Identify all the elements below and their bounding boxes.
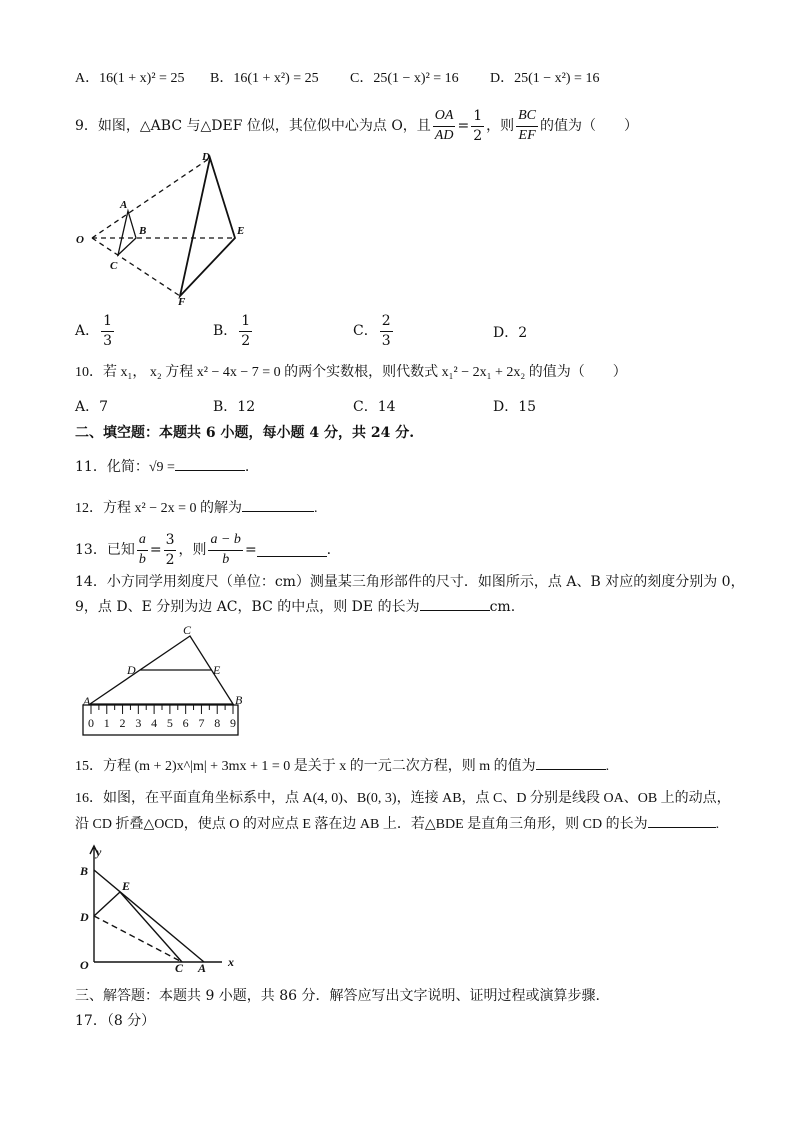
label-a: A	[83, 694, 91, 708]
label-d: D	[80, 910, 89, 924]
q16-coordinate-figure	[72, 842, 252, 977]
q8-option-c: C．25(1 − x)² = 16	[350, 71, 459, 86]
q12-answer-blank[interactable]	[242, 510, 314, 512]
label-c: C	[183, 623, 192, 637]
q13: 13．已知 $\frac{a}{b}$ = $\frac{3}{2}$ ，则 $\frac{a - b}{b}$ = .	[75, 531, 332, 568]
q10-option-b: B．12	[213, 399, 256, 415]
q8-option-d: D．25(1 − x²) = 16	[490, 71, 600, 86]
label-o: O	[80, 958, 89, 972]
ruler-tick-label: 0	[88, 716, 94, 730]
label-e: E	[213, 663, 221, 677]
q16-answer-blank[interactable]	[648, 826, 716, 828]
q16-line-2: 沿 CD 折叠△OCD，使点 O 的对应点 E 落在边 AB 上．若△BDE 是直角三角形，则 CD 的长为 .	[75, 817, 720, 832]
label-a: A	[120, 199, 128, 211]
ruler-tick-label: 8	[214, 716, 221, 730]
q17-heading: 17．（8 分）	[75, 1013, 156, 1029]
q9-option-a: A． $\frac{1}{3}$	[75, 313, 113, 349]
ruler-tick-label: 9	[230, 716, 236, 730]
q14-line-1: 14．小方同学用刻度尺（单位：cm）测量某三角形部件的尺寸．如图所示，点 A、B 对应的刻度分别为 0，	[75, 574, 745, 590]
q9-option-b: B． $\frac{1}{2}$	[213, 313, 251, 349]
q10-option-c: C．14	[353, 399, 396, 415]
q14-line-2: 9，点 D、E 分别为边 AC，BC 的中点，则 DE 的长为 cm.	[75, 599, 516, 615]
ruler-tick-label: 3	[135, 716, 142, 730]
ruler-tick-label: 2	[119, 716, 126, 730]
axis-label-y: y	[96, 845, 102, 859]
label-a: A	[198, 961, 207, 975]
label-o: O	[76, 234, 84, 246]
q8-option-a: A．16(1 + x)² = 25	[75, 71, 185, 86]
q11: 11．化简：√9 = .	[75, 459, 250, 475]
q9-stem: 9．如图，△ABC 与△DEF 位似，其位似中心为点 O，且 $\frac{OA}{AD}$ = $\frac{1}{2}$ ，则 $\frac{BC}{EF}$ 的值为（ ）	[75, 107, 639, 144]
section-2-title: 二、填空题：本题共 6 小题，每小题 4 分，共 24 分.	[75, 425, 415, 441]
label-f: F	[178, 296, 186, 308]
q9-option-c: C． $\frac{2}{3}$	[353, 313, 391, 349]
label-d: D	[127, 663, 136, 677]
label-b: B	[235, 693, 243, 707]
q9-homothety-figure	[70, 148, 270, 308]
section-3-title: 三、解答题：本题共 9 小题，共 86 分．解答应写出文字说明、证明过程或演算步骤.	[75, 988, 600, 1004]
ruler-tick-label: 4	[151, 716, 158, 730]
q15-answer-blank[interactable]	[536, 768, 606, 770]
label-b: B	[139, 225, 147, 237]
label-e: E	[122, 879, 131, 893]
q10-option-d: D．15	[493, 399, 537, 415]
q8-option-b: B．16(1 + x²) = 25	[210, 71, 319, 86]
label-c: C	[110, 260, 118, 272]
q16-line-1: 16．如图，在平面直角坐标系中，点 A(4, 0)、B(0, 3)，连接 AB，点 C、D 分别是线段 OA、OB 上的动点，	[75, 791, 731, 806]
ruler-tick-label: 5	[166, 716, 173, 730]
q9-option-d: D．2	[493, 325, 528, 341]
label-c: C	[175, 961, 184, 975]
q12: 12．方程 x² − 2x = 0 的解为 .	[75, 501, 318, 516]
q11-answer-blank[interactable]	[175, 469, 245, 471]
label-e: E	[237, 225, 245, 237]
q10-option-a: A．7	[75, 399, 109, 415]
q10-stem: 10．若 x₁， x₂ 方程 x² − 4x − 7 = 0 的两个实数根，则代数式 x₁² − 2x₁ + 2x₂ 的值为（ ）	[75, 365, 627, 380]
q15: 15．方程 (m + 2)x^|m| + 3mx + 1 = 0 是关于 x 的一元二次方程，则 m 的值为 .	[75, 759, 610, 774]
label-d: D	[202, 151, 210, 163]
ruler-tick-label: 6	[182, 716, 189, 730]
q14-ruler-figure	[75, 622, 265, 742]
axis-label-x: x	[228, 955, 234, 969]
label-b: B	[80, 864, 89, 878]
q13-answer-blank[interactable]	[257, 555, 327, 557]
ruler-tick-label: 1	[103, 716, 110, 730]
q14-answer-blank[interactable]	[420, 609, 490, 611]
ruler-tick-label: 7	[198, 716, 205, 730]
